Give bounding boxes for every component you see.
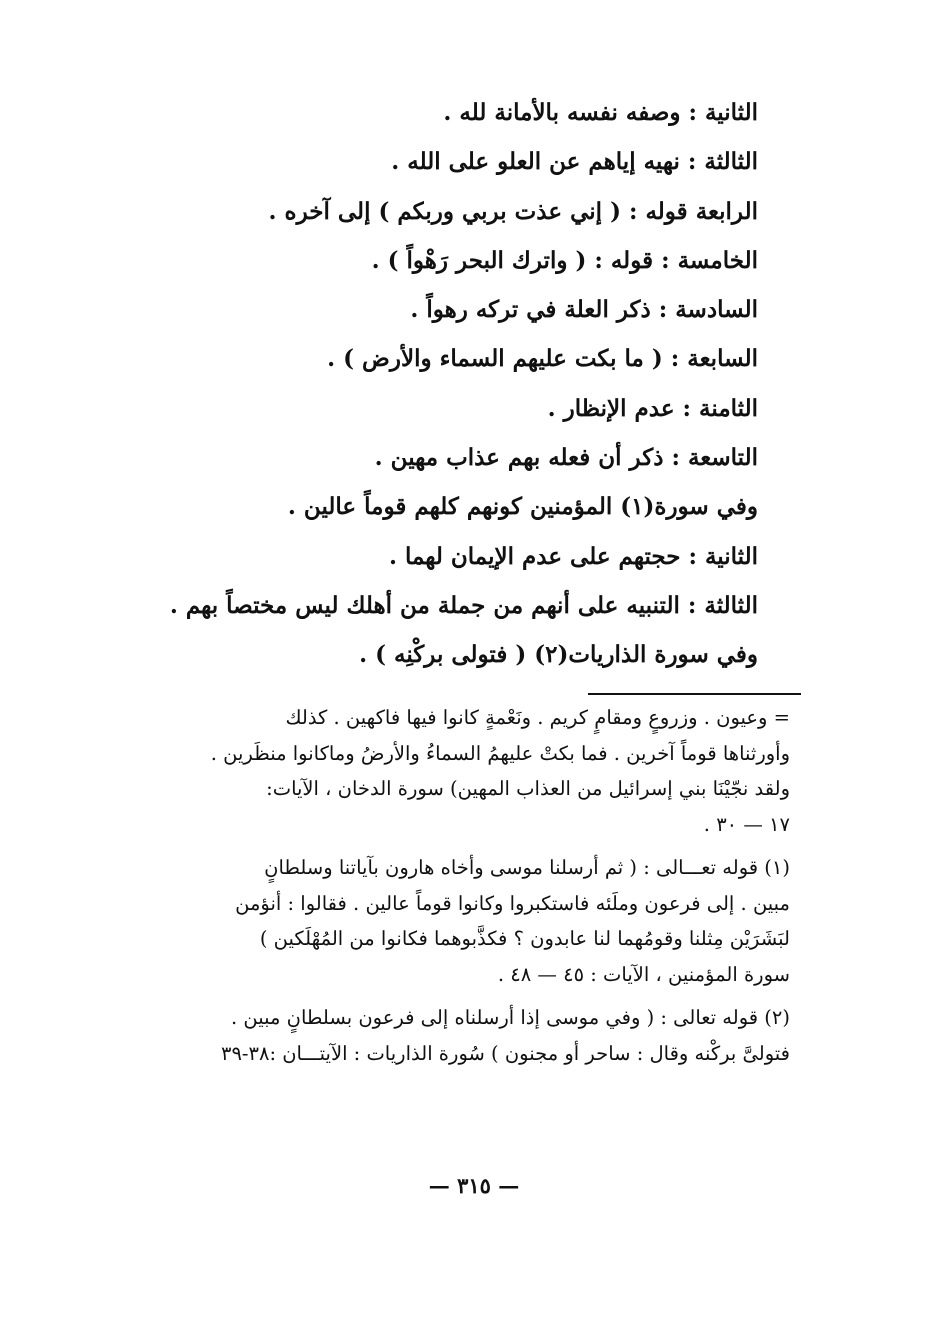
main-line-surah-muminin: وفي سورة(١) المؤمنين كونهم كلهم قوماً عالين . — [287, 493, 758, 521]
main-line-sixth: السادسة : ذكر العلة في تركه رهواً . — [410, 296, 758, 324]
main-line-second: الثانية : وصفه نفسه بالأمانة لله . — [443, 99, 758, 126]
footnote-line: ولقد نجّيْنَا بني إسرائيل من العذاب المهين) سورة الدخان ، الآيات: — [266, 777, 790, 800]
main-line-fifth: الخامسة : قوله : ( واترك البحر رَهْواً ) . — [371, 246, 758, 274]
main-line-ninth: التاسعة : ذكر أن فعله بهم عذاب مهين . — [374, 444, 758, 472]
footnote-line: ١٧ — ٣٠ . — [703, 812, 790, 836]
footnote-line: (٢) قوله تعالى : ( وفي موسى إذا أرسلناه إلى فرعون بسلطانٍ مبين . — [230, 1006, 790, 1029]
footnotes — [140, 700, 790, 1071]
main-line-surah-dhariyat: وفي سورة الذاريات(٢) ( فتولى بركْنِه ) . — [359, 641, 758, 669]
main-line-third: الثالثة : نهيه إياهم عن العلو على الله . — [391, 148, 758, 176]
footnote-line: سورة المؤمنين ، الآيات : ٤٥ — ٤٨ . — [497, 962, 790, 986]
footnote-line: = وعيون . وزروعٍ ومقامٍ كريم . ونَعْمةٍ كانوا فيها فاكهين . كذلك — [285, 706, 790, 729]
footnote-line: (١) قوله تعـــالى : ( ثم أرسلنا موسى وأخاه هارون بآياتنا وسلطانٍ — [264, 856, 790, 879]
footnote-line: مبين . إلى فرعون وملَئه فاستكبروا وكانوا قوماً عالين . فقالوا : أنؤمن — [235, 891, 790, 915]
main-line-muminin-second: الثانية : حجتهم على عدم الإيمان لهما . — [388, 542, 758, 570]
footnote-divider — [588, 693, 801, 695]
footnote-line: لبَشَرَيْن مِثلنا وقومُهما لنا عابدون ؟ فكذَّبوهما فكانوا من المُهْلَكين ) — [259, 927, 790, 950]
footnote-continuation — [140, 700, 790, 842]
footnote-1 — [140, 850, 790, 992]
footnote-line: فتولىَّ بركْنه وقال : ساحر أو مجنون ) سُورة الذاريات : الآيتـــان :٣٨-٣٩ — [220, 1041, 790, 1065]
footnote-2 — [140, 1000, 790, 1071]
main-line-eighth: الثامنة : عدم الإنظار . — [547, 394, 758, 422]
main-text — [169, 88, 758, 680]
main-line-muminin-third: الثالثة : التنبيه على أنهم من جملة من أهلك ليس مختصاً بهم . — [169, 591, 758, 619]
page-number: — ٣١٥ — — [428, 1173, 520, 1198]
footnote-line: وأورثناها قوماً آخرين . فما بكتْ عليهمُ السماءُ والأرضُ وماكانوا منظَرين . — [210, 741, 790, 765]
main-line-seventh: السابعة : ( ما بكت عليهم السماء والأرض ) . — [327, 345, 758, 373]
main-line-fourth: الرابعة قوله : ( إني عذت بربي وربكم ) إلى آخره . — [268, 197, 758, 225]
